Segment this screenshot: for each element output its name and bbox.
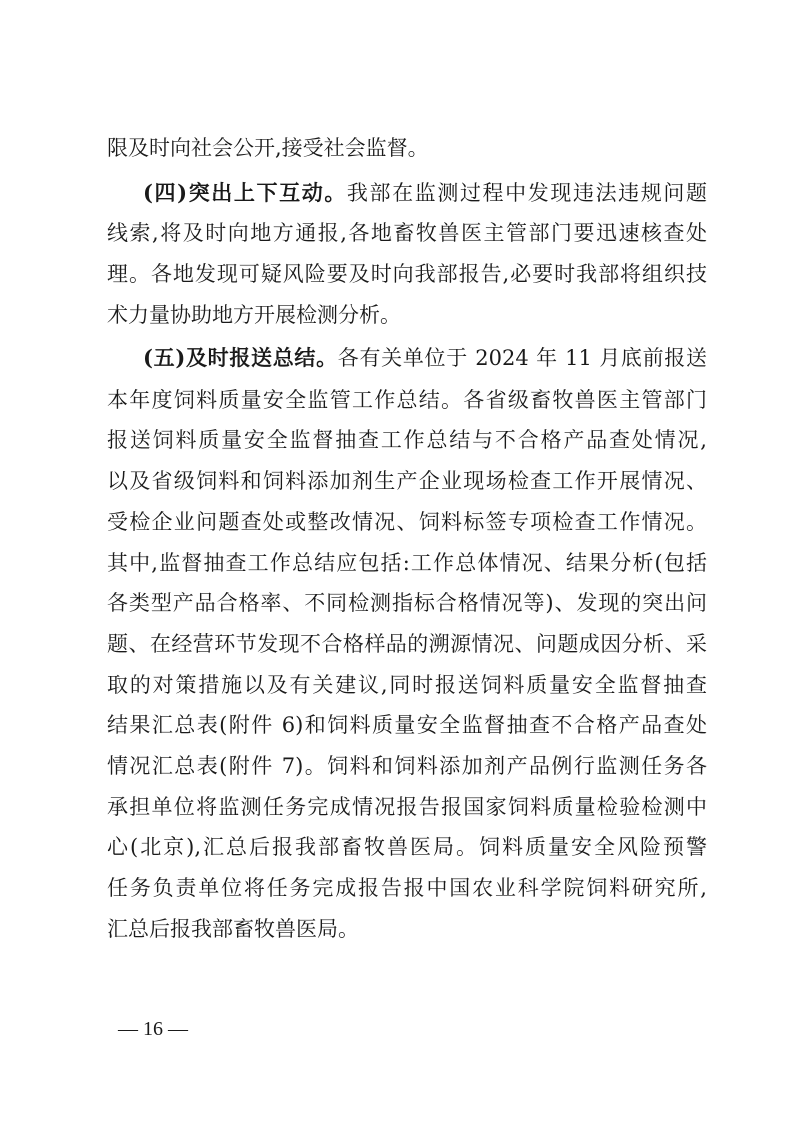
text-line: 心(北京),汇总后报我部畜牧兽医局。饲料质量安全风险预警 <box>107 835 707 859</box>
text-line: 以及省级饲料和饲料添加剂生产企业现场检查工作开展情况、 <box>107 469 707 493</box>
text-line: 受检企业问题查处或整改情况、饲料标签专项检查工作情况。 <box>107 510 707 534</box>
text-line: 各类型产品合格率、不同检测指标合格情况等)、发现的突出问 <box>107 591 707 615</box>
text-line: 汇总后报我部畜牧兽医局。 <box>107 917 359 941</box>
text-line: 结果汇总表(附件 6)和饲料质量安全监督抽查不合格产品查处 <box>107 713 707 737</box>
text-line: 术力量协助地方开展检测分析。 <box>107 303 401 327</box>
text-line: 情况汇总表(附件 7)。饲料和饲料添加剂产品例行监测任务各 <box>107 754 707 778</box>
text-line: 任务负责单位将任务完成报告报中国农业科学院饲料研究所, <box>107 876 707 900</box>
text-line: 本年度饲料质量安全监管工作总结。各省级畜牧兽医主管部门 <box>107 388 707 412</box>
text-line: 题、在经营环节发现不合格样品的溯源情况、问题成因分析、采 <box>107 632 707 656</box>
text-span: 我部在监测过程中发现违法违规问题 <box>346 181 707 205</box>
text-line: 承担单位将监测任务完成情况报告报国家饲料质量检验检测中 <box>107 795 707 819</box>
text-line: 报送饲料质量安全监督抽查工作总结与不合格产品查处情况, <box>107 428 707 452</box>
text-line: 其中,监督抽查工作总结应包括:工作总体情况、结果分析(包括 <box>107 551 707 575</box>
section-heading: (五)及时报送总结。 <box>143 345 338 370</box>
text-line: 取的对策措施以及有关建议,同时报送饲料质量安全监督抽查 <box>107 673 707 697</box>
text-line: 理。各地发现可疑风险要及时向我部报告,必要时我部将组织技 <box>107 262 707 286</box>
text-line <box>143 173 707 213</box>
text-span: 各有关单位于 2024 年 11 月底前报送 <box>337 346 707 370</box>
text-line: 限及时向社会公开,接受社会监督。 <box>107 136 429 160</box>
section-heading: (四)突出上下互动。 <box>143 180 347 205</box>
text-line: 线索,将及时向地方通报,各地畜牧兽医主管部门要迅速核查处 <box>107 221 707 245</box>
text-line <box>143 338 707 378</box>
page-number: — 16 — <box>118 1018 188 1040</box>
